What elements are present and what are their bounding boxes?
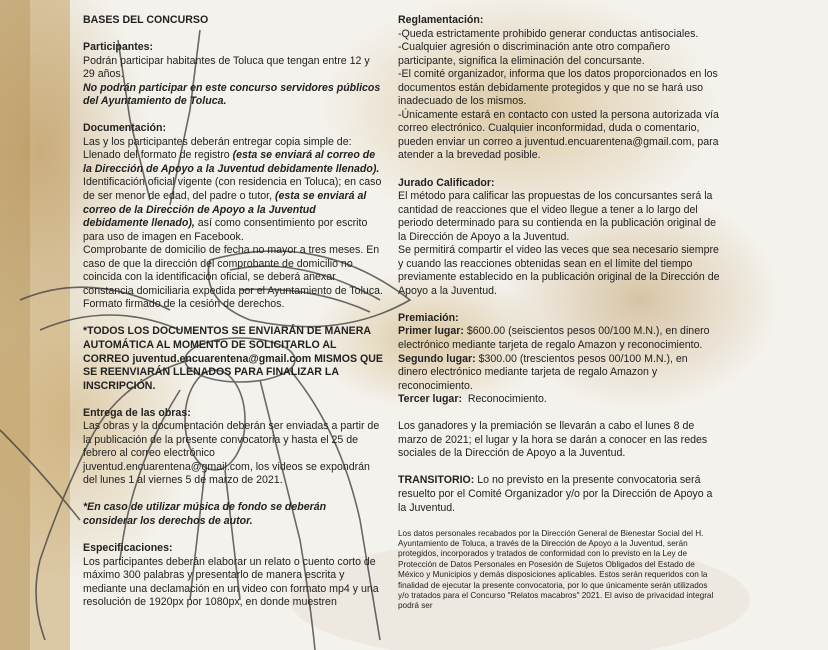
reglamentacion-heading: Reglamentación: (398, 14, 484, 26)
documentacion-item-2-note: (esta se enviará al correo de la Dirección de Apoyo a la Juventud debidamente llenado), (83, 190, 367, 230)
third-place (398, 393, 720, 407)
documentacion-item-3: Comprobante de domicilio de fecha no mayor a tres meses. En caso de que la dirección del comprobante de domicilio no coincida con la identificación oficial, se deberá anexar constancia domiciliaria expedida por el Ayuntamiento de Toluca. (83, 244, 383, 297)
first-place (398, 325, 720, 352)
documents-notice: *TODOS LOS DOCUMENTOS SE ENVIARÁN DE MANERA AUTOMÁTICA AL MOMENTO DE SOLICITARLO AL CORREO juventud.encuarentena@gmail.com MISMOS QUE SE REENVIARÁN LLENADOS PARA FINALIZAR LA INSCRIPCIÓN. (83, 325, 383, 392)
participantes-note: No podrán participar en este concurso servidores públicos del Ayuntamiento de Toluca. (83, 81, 381, 108)
first-place-label: Primer lugar: (398, 325, 464, 338)
transitorio (398, 474, 720, 515)
participantes-heading: Participantes: (83, 41, 154, 54)
participantes-text: Podrán participar habitantes de Toluca que tengan entre 12 y 29 años. (83, 54, 370, 81)
especificaciones-text: Los participantes deberán elaborar un relato o cuento corto de máximo 300 palabras y presentarlo de manera escrita y mediante una declamación en un video con formato mp4 y una resolución de 1920px por 1080px, en donde muestren (83, 555, 379, 609)
transitorio-label: TRANSITORIO: (398, 474, 475, 487)
premiacion-heading: Premiación: (398, 311, 459, 324)
jurado-text: El método para calificar las propuestas de los concursantes será la cantidad de reacciones que el video llegue a tener a lo largo del periodo determinado para su contienda en la publicación original de la Dirección de Apoyo a la Juventud. Se permitirá compartir el video las veces que sea necesario siempre y cuando las reacciones obtenidas sean en el límite del tiempo previamente establecido en la publicación original de la Dirección de Apoyo a la Juventud. (398, 190, 720, 297)
left-column (83, 14, 383, 610)
documentacion-item-4: Formato firmado de la cesión de derechos. (83, 298, 285, 311)
second-place-text: $300.00 (trescientos pesos 00/100 M.N.), en dinero electrónico mediante tarjeta de regalo Amazon y reconocimiento. (398, 352, 688, 392)
third-place-text: Reconocimiento. (461, 393, 547, 406)
jurado-heading: Jurado Calificador: (398, 176, 495, 189)
ganadores-text: Los ganadores y la premiación se llevarán a cabo el lunes 8 de marzo de 2021; el lugar y la hora se darán a conocer en las redes sociales de la Dirección de Apoyo a la Juventud. (398, 420, 708, 460)
third-place-label: Tercer lugar: (398, 393, 462, 406)
documentacion-item-2-text: Identificación oficial vigente (con residencia en Toluca); en caso de ser menor de edad, del padre o tutor, (83, 176, 382, 203)
documentacion-intro: Las y los participantes deberán entregar copia simple de: (83, 135, 352, 148)
transitorio-text: Lo no previsto en la presente convocatoria será resuelto por el Comité Organizador y/o por la Dirección de Apoyo a la Juventud. (398, 474, 713, 514)
right-column (398, 14, 720, 612)
documentacion-item-1-text: Llenado del formato de registro (83, 149, 233, 162)
especificaciones-heading: Especificaciones: (83, 542, 173, 555)
documentacion-item-1-note: (esta se enviará al correo de la Dirección de Apoyo a la Juventud debidamente llenado). (83, 149, 380, 175)
second-place (398, 353, 720, 394)
entrega-note: *En caso de utilizar música de fondo se deberán considerar los derechos de autor. (83, 501, 327, 527)
documentacion-heading: Documentación: (83, 122, 166, 135)
documentacion-item-2-tail: así como consentimiento por escrito para uso de imagen en Facebook. (83, 217, 368, 243)
second-place-label: Segundo lugar: (398, 352, 476, 365)
entrega-heading: Entrega de las obras: (83, 406, 191, 419)
entrega-text: Las obras y la documentación deberán ser enviadas a partir de la publicación de la presente convocatoria y hasta el 25 de febrero al correo electrónico juventud.encuarentena@gmail.com, los videos se expondrán del lunes 1 al viernes 5 de marzo de 2021. (83, 420, 380, 487)
contest-rules-title: BASES DEL CONCURSO (83, 14, 209, 26)
documentacion-item-1 (83, 149, 383, 176)
first-place-text: $600.00 (seiscientos pesos 00/100 M.N.), en dinero electrónico mediante tarjeta de regalo Amazon y reconocimiento. (398, 325, 710, 352)
privacy-notice: Los datos personales recabados por la Dirección General de Bienestar Social del H. Ayuntamiento de Toluca, a través de la Dirección de Apoyo a la Juventud, serán protegidos, incorporados y tratados de conformidad con lo previsto en la Ley de Protección de Datos Personales en Posesión de Sujetos Obligados del Estado de México y Municipios y demás disposiciones aplicables. Estos serán requeridos con la finalidad de ejecutar la presente convocatoria, por lo que únicamente serán utilizados y/o tratados para el Concurso "Relatos macabros" 2021. El aviso de privacidad integral podrá ser (398, 528, 714, 611)
reglamentacion-text: -Queda estrictamente prohibido generar conductas antisociales. -Cualquier agresión o discriminación ante otro compañero participante, significa la eliminación del concursante. -El comité organizador, informa que los datos proporcionados en los documentos están debidamente protegidos y que no se hará uso inadecuado de los mismos. -Únicamente estará en contacto con usted la persona autorizada vía correo electrónico. Cualquier inconformidad, duda o comentario, pueden enviar un correo a juventud.encuarentena@gmail.com, para atender a la brevedad posible. (398, 27, 719, 162)
documentacion-item-2 (83, 176, 383, 244)
